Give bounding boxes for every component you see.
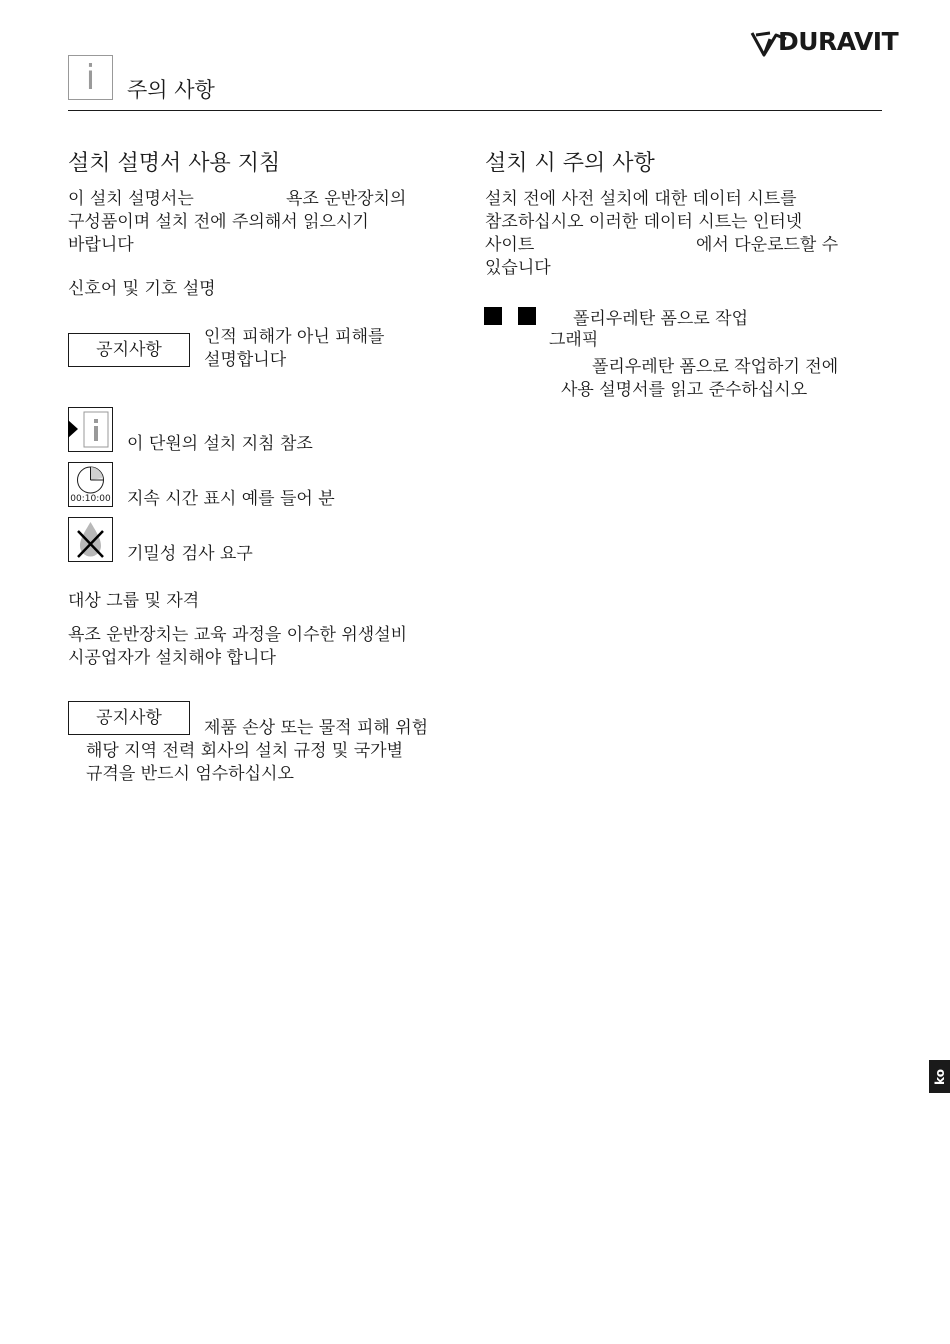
install-notes-heading: 설치 시 주의 사항: [485, 151, 655, 176]
target-group-text: 욕조 운반장치는 교육 과정을 이수한 위생설비: [68, 625, 408, 645]
install-notes-text: 사이트: [485, 235, 535, 255]
info-icon: i: [68, 55, 113, 100]
install-notes-text: 에서 다운로드할 수: [696, 235, 839, 255]
install-notes-text: 참조하십시오 이러한 데이터 시트는 인터넷: [485, 212, 803, 232]
foam-text: 폴리우레탄 폼으로 작업하기 전에: [592, 357, 839, 377]
leak-test-icon: [68, 517, 113, 562]
notice-label: 공지사항: [68, 333, 190, 367]
symbol-description: 이 단원의 설치 지침 참조: [127, 434, 313, 454]
notice-text: 규격을 반드시 엄수하십시오: [86, 764, 294, 784]
notice-label: 공지사항: [68, 701, 190, 735]
intro-line: 이 설치 설명서는: [68, 189, 194, 209]
symbol-description: 지속 시간 표시 예를 들어 분: [127, 489, 335, 509]
target-group-text: 시공업자가 설치해야 합니다: [68, 648, 276, 668]
install-notes-text: 설치 전에 사전 설치에 대한 데이터 시트를: [485, 189, 797, 209]
section-title: 주의 사항: [127, 78, 215, 102]
clock-readout: 00:10:00: [70, 494, 111, 504]
intro-line: 바랍니다: [68, 235, 134, 255]
signals-heading: 신호어 및 기호 설명: [68, 279, 216, 299]
notice-title: 제품 손상 또는 물적 피해 위험: [204, 718, 429, 738]
notice-text: 해당 지역 전력 회사의 설치 규정 및 국가별: [86, 741, 404, 761]
intro-line: 구성품이며 설치 전에 주의해서 읽으시기: [68, 212, 369, 232]
symbol-description: 기밀성 검사 요구: [127, 544, 253, 564]
notice-description: 설명합니다: [204, 350, 287, 370]
graphic-square-icon: [518, 307, 536, 325]
foam-text: 사용 설명서를 읽고 준수하십시오: [561, 380, 808, 400]
language-tab: ko: [929, 1060, 950, 1093]
install-notes-text: 있습니다: [485, 258, 551, 278]
duravit-logo: DURAVIT: [750, 25, 888, 59]
duration-clock-icon: [68, 462, 113, 507]
foam-heading: 폴리우레탄 폼으로 작업: [573, 309, 749, 329]
graphic-square-icon: [484, 307, 502, 325]
header-divider: [68, 110, 882, 111]
intro-line: 욕조 운반장치의: [286, 189, 407, 209]
installation-instructions-icon: [68, 407, 113, 452]
foam-subheading: 그래픽: [549, 330, 599, 350]
usage-guide-heading: 설치 설명서 사용 지침: [68, 151, 281, 176]
target-group-heading: 대상 그룹 및 자격: [68, 591, 200, 611]
notice-description: 인적 피해가 아닌 피해를: [204, 327, 385, 347]
